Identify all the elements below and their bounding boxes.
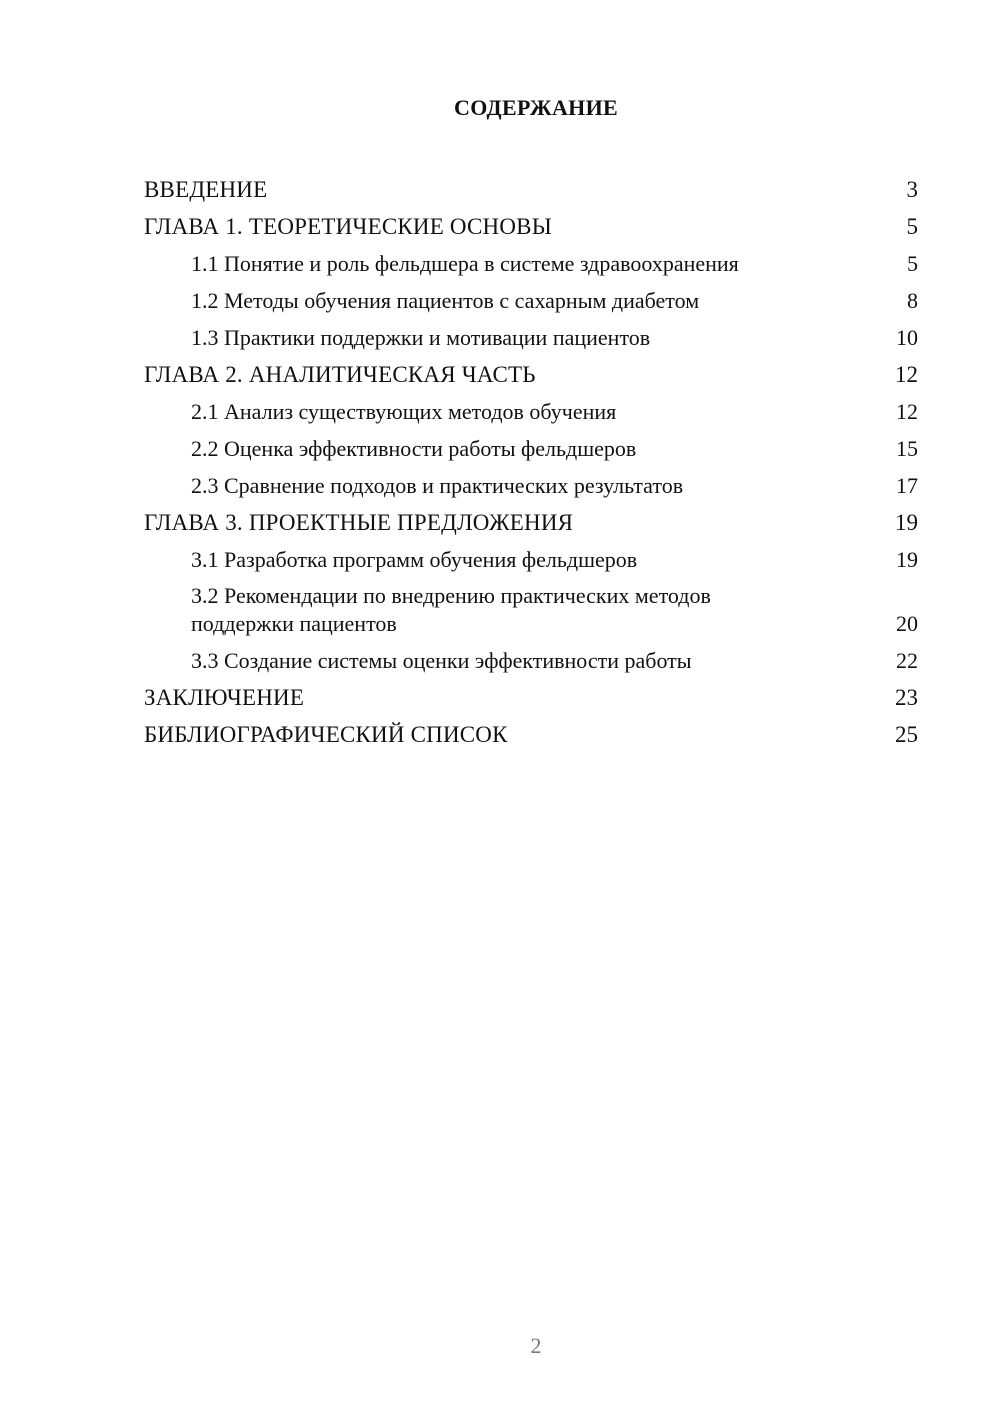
- toc-entry-section-1-1[interactable]: [144, 241, 918, 278]
- toc-entry-text: 1.1 Понятие и роль фельдшера в системе здравоохранения: [191, 251, 739, 276]
- toc-entry-page: 15: [896, 436, 918, 461]
- toc-entry-text: ГЛАВА 1. ТЕОРЕТИЧЕСКИЕ ОСНОВЫ: [144, 214, 552, 239]
- toc-entry-text: 3.1 Разработка программ обучения фельдшеров: [191, 547, 638, 572]
- toc-entry-page: 3: [906, 177, 918, 202]
- toc-entry-page: 20: [896, 611, 918, 636]
- toc-entry-text: 3.3 Создание системы оценки эффективности работы: [191, 648, 692, 673]
- toc-entry-text: 2.3 Сравнение подходов и практических результатов: [191, 473, 684, 498]
- toc-entry-bibliography[interactable]: [144, 712, 918, 749]
- toc-entry-text: 2.1 Анализ существующих методов обучения: [191, 399, 617, 424]
- toc-entry-page: 12: [896, 399, 918, 424]
- toc-entry-conclusion[interactable]: [144, 675, 918, 712]
- table-of-contents: [144, 167, 918, 749]
- toc-entry-text: 3.2 Рекомендации по внедрению практических методов поддержки пациентов: [191, 583, 711, 636]
- toc-entry-section-3-3[interactable]: [144, 638, 918, 675]
- toc-entry-chapter-3[interactable]: [144, 500, 918, 537]
- toc-entry-section-2-2[interactable]: [144, 426, 918, 463]
- toc-entry-text: 2.2 Оценка эффективности работы фельдшеров: [191, 436, 637, 461]
- toc-entry-page: 5: [907, 251, 918, 276]
- page-number: 2: [530, 1333, 542, 1358]
- toc-entry-text: ГЛАВА 3. ПРОЕКТНЫЕ ПРЕДЛОЖЕНИЯ: [144, 510, 574, 535]
- toc-entry-text: 1.2 Методы обучения пациентов с сахарным диабетом: [191, 288, 700, 313]
- toc-entry-section-2-3[interactable]: [144, 463, 918, 500]
- toc-entry-section-1-2[interactable]: [144, 278, 918, 315]
- toc-entry-page: 19: [895, 510, 918, 535]
- toc-entry-page: 10: [896, 325, 918, 350]
- toc-entry-text: ЗАКЛЮЧЕНИЕ: [144, 685, 305, 710]
- toc-entry-page: 8: [907, 288, 918, 313]
- toc-entry-text: ВВЕДЕНИЕ: [144, 177, 268, 202]
- toc-entry-section-2-1[interactable]: [144, 389, 918, 426]
- toc-entry-page: 5: [906, 214, 918, 239]
- toc-entry-text: 1.3 Практики поддержки и мотивации пациентов: [191, 325, 651, 350]
- toc-entry-introduction[interactable]: [144, 167, 918, 204]
- toc-entry-text: ГЛАВА 2. АНАЛИТИЧЕСКАЯ ЧАСТЬ: [144, 362, 536, 387]
- toc-entry-page: 12: [895, 362, 918, 387]
- toc-entry-page: 22: [896, 648, 918, 673]
- toc-entry-page: 17: [896, 473, 918, 498]
- toc-entry-section-1-3[interactable]: [144, 315, 918, 352]
- toc-entry-page: 25: [895, 722, 918, 747]
- toc-entry-page: 23: [895, 685, 918, 710]
- toc-entry-section-3-1[interactable]: [144, 537, 918, 574]
- toc-entry-chapter-2[interactable]: [144, 352, 918, 389]
- toc-entry-page: 19: [896, 547, 918, 572]
- toc-entry-text: БИБЛИОГРАФИЧЕСКИЙ СПИСОК: [144, 722, 508, 747]
- toc-entry-chapter-1[interactable]: [144, 204, 918, 241]
- page-title: СОДЕРЖАНИЕ: [454, 95, 618, 120]
- toc-entry-section-3-2[interactable]: [144, 574, 918, 638]
